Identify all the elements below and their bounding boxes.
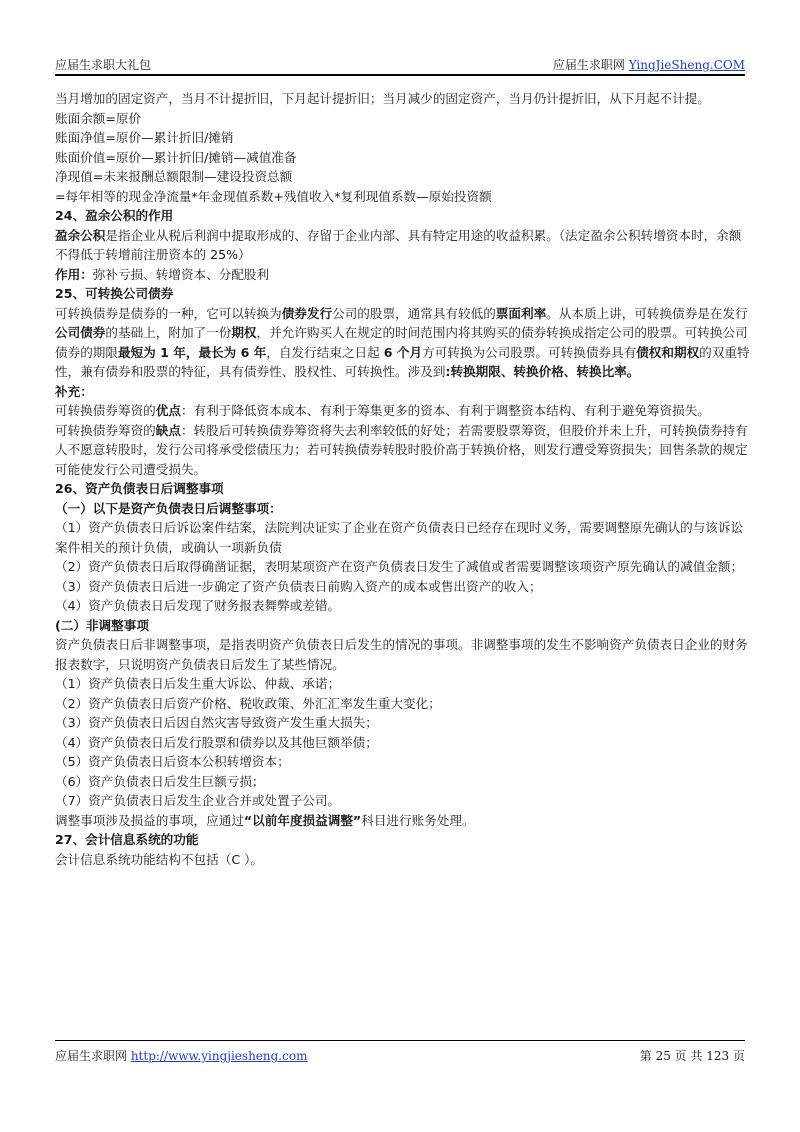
term: 最短为 1 年，最长为 6 年 bbox=[117, 344, 267, 360]
paragraph bbox=[55, 401, 750, 421]
subsection-heading: （一）以下是资产负债表日后调整事项： bbox=[55, 500, 282, 516]
page-footer bbox=[55, 1040, 745, 1065]
text: 调整事项涉及损益的事项，应通过 bbox=[55, 812, 244, 828]
footer-site bbox=[55, 1047, 307, 1064]
paragraph: 净现值=未来报酬总额限制—建设投资总额 bbox=[55, 169, 293, 184]
text: ，并允许购买人在规定的时间范围内将其购买的债券转换成指定公司的股票。可转换公司债券的期限 bbox=[55, 325, 748, 360]
list-item: （3）资产负债表日后进一步确定了资产负债表日前购入资产的成本或售出资产的收入； bbox=[55, 578, 542, 594]
text: 公司的股票，通常具有较低的 bbox=[332, 305, 496, 321]
section-heading-26: 26、资产负债表日后调整事项 bbox=[55, 481, 224, 496]
list-item: （1）资产负债表日后诉讼案件结案，法院判决证实了企业在资产负债表日已经存在现时义务，需要调整原先确认的与该诉讼案件相关的预计负债，或确认一项新负债 bbox=[55, 520, 744, 555]
text: ：转股后可转换债券筹资将失去利率较低的好处；若需要股票筹资，但股价并未上升，可转换债券持有人不愿意转股时，发行公司将承受偿债压力；若可转换债券转股时股价高于转换价格，则发行遭受筹资损失；回售条款的规定可能使发行公司遭受损失。 bbox=[55, 422, 748, 477]
paragraph: =每年相等的现金净流量*年金现值系数+残值收入*复利现值系数—原始投资额 bbox=[55, 188, 492, 204]
term: 6 个月 bbox=[383, 344, 423, 360]
paragraph bbox=[55, 304, 750, 382]
term: 优点 bbox=[155, 403, 181, 418]
term: 债券发行 bbox=[281, 305, 333, 321]
header-site bbox=[553, 56, 745, 73]
term: 票面利率 bbox=[495, 305, 547, 321]
list-item: （1）资产负债表日后发生重大诉讼、仲裁、承诺； bbox=[55, 676, 341, 691]
list-item: （2）资产负债表日后取得确凿证据，表明某项资产在资产负债表日发生了减值或者需要调整该项资产原先确认的减值金额； bbox=[55, 559, 744, 574]
term: 公司债券 bbox=[55, 325, 106, 340]
paragraph: 会计信息系统功能结构不包括（C ）。 bbox=[55, 851, 263, 867]
list-item: （6）资产负债表日后发生巨额亏损； bbox=[55, 773, 265, 789]
section-heading-27: 27、会计信息系统的功能 bbox=[55, 832, 199, 847]
footer-site-link[interactable]: http://www.yingjiesheng.com bbox=[130, 1049, 308, 1063]
text: 方可转换为公司股票。可转换债券具有 bbox=[422, 344, 637, 360]
supplement-label: 补充： bbox=[55, 383, 93, 399]
list-item: （4）资产负债表日后发行股票和债券以及其他巨额举债； bbox=[55, 734, 378, 750]
text: 的双重特性，兼有债券和股票的特征，具有债券性、股权性、可转换性。涉及到 bbox=[55, 344, 750, 379]
header-site-label: 应届生求职网 bbox=[552, 58, 629, 72]
text: 弥补亏损、转增资本、分配股利 bbox=[92, 266, 270, 282]
list-item: （7）资产负债表日后发生企业合并或处置子公司。 bbox=[55, 793, 341, 808]
text: ：有利于降低资本成本、有利于筹集更多的资本、有利于调整资本结构、有利于避免筹资损失。 bbox=[180, 403, 710, 418]
term: 作用： bbox=[55, 266, 93, 282]
paragraph: 资产负债表日后非调整事项，是指表明资产负债表日后发生的情况的事项。非调整事项的发生不影响资产负债表日企业的财务报表数字，只说明资产负债表日后发生了某些情况。 bbox=[55, 637, 748, 672]
page-header bbox=[55, 56, 745, 76]
list-item: （4）资产负债表日后发现了财务报表舞弊或差错。 bbox=[55, 598, 341, 613]
text: 科目进行账务处理。 bbox=[361, 812, 475, 828]
text: 可转换债券是债券的一种，它可以转换为 bbox=[55, 305, 282, 321]
list-item: （5）资产负债表日后资本公积转增资本； bbox=[55, 754, 290, 769]
term: 期权 bbox=[231, 325, 257, 340]
term: 缺点 bbox=[155, 422, 181, 438]
list-item: （3）资产负债表日后因自然灾害导致资产发生重大损失； bbox=[55, 715, 378, 730]
paragraph bbox=[55, 265, 750, 285]
section-heading-24: 24、盈余公积的作用 bbox=[55, 208, 174, 223]
text: 的基础上，附加了一份 bbox=[105, 325, 232, 340]
list-item: （2）资产负债表日后资产价格、税收政策、外汇汇率发生重大变化； bbox=[55, 695, 441, 711]
paragraph: 账面价值=原价—累计折旧/摊销—减值准备 bbox=[55, 149, 297, 165]
text: 可转换债券筹资的 bbox=[55, 422, 156, 438]
paragraph: 账面净值=原价—累计折旧/摊销 bbox=[55, 130, 234, 145]
header-site-link[interactable]: YingJieSheng.COM bbox=[628, 58, 745, 72]
term: :转换期限、转换价格、转换比率。 bbox=[445, 364, 640, 379]
term: 盈余公积 bbox=[55, 227, 106, 243]
text: 是指企业从税后利润中提取形成的、存留于企业内部、具有特定用途的收益积累。（法定盈余公积转增资本时，余额不得低于转增前注册资本的 25%） bbox=[55, 227, 742, 262]
text: 可转换债券筹资的 bbox=[55, 403, 156, 418]
paragraph bbox=[55, 421, 750, 480]
page-number: 第 25 页 共 123 页 bbox=[639, 1049, 745, 1063]
text: ，自发行结束之日起 bbox=[266, 344, 384, 360]
paragraph: 当月增加的固定资产，当月不计提折旧，下月起计提折旧；当月减少的固定资产，当月仍计提折旧，从下月起不计提。 bbox=[55, 91, 710, 106]
document-body bbox=[55, 89, 750, 869]
term: 债权和期权 bbox=[636, 344, 700, 360]
section-heading-25: 25、可转换公司债券 bbox=[55, 286, 174, 301]
paragraph bbox=[55, 811, 750, 831]
paragraph bbox=[55, 226, 750, 265]
header-title: 应届生求职大礼包 bbox=[55, 58, 152, 72]
term: “以前年度损益调整” bbox=[243, 812, 362, 828]
subsection-heading: (二）非调整事项 bbox=[55, 617, 149, 633]
footer-site-label: 应届生求职网 bbox=[55, 1049, 131, 1063]
text: 。从本质上讲，可转换债券是在发行 bbox=[546, 305, 748, 321]
paragraph: 账面余额=原价 bbox=[55, 110, 142, 126]
